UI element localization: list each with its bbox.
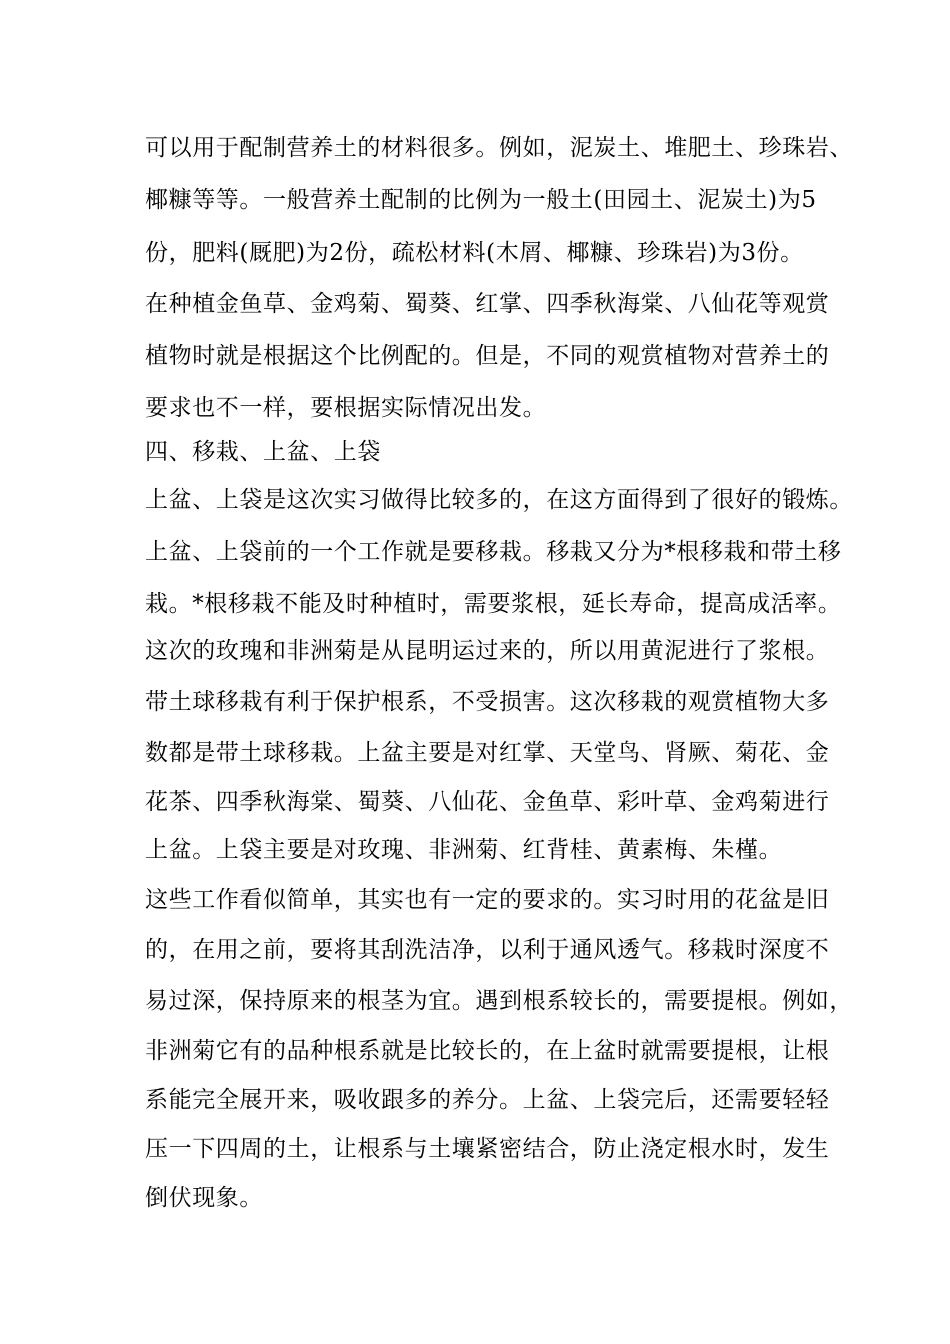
text-line: 非洲菊它有的品种根系就是比较长的，在上盆时就需要提根，让根: [145, 1038, 830, 1064]
text-line: 倒伏现象。: [145, 1185, 263, 1211]
text-line: 份，肥料(厩肥)为2份，疏松材料(木屑、椰糠、珍珠岩)为3份。: [145, 240, 804, 266]
text-line: 椰糠等等。一般营养土配制的比例为一般土(田园土、泥炭土)为5: [145, 187, 817, 213]
text-line: 可以用于配制营养土的材料很多。例如，泥炭土、堆肥土、珍珠岩、: [145, 135, 853, 161]
text-line: 易过深，保持原来的根茎为宜。遇到根系较长的，需要提根。例如，: [145, 988, 853, 1014]
text-line: 系能完全展开来，吸收跟多的养分。上盆、上袋完后，还需要轻轻: [145, 1087, 830, 1113]
text-line: 栽。*根移栽不能及时种植时，需要浆根，延长寿命，提高成活率。: [145, 591, 842, 617]
section-heading: 四、移栽、上盆、上袋: [145, 439, 381, 465]
text-line: 要求也不一样，要根据实际情况出发。: [145, 395, 547, 421]
text-line: 这次的玫瑰和非洲菊是从昆明运过来的，所以用黄泥进行了浆根。: [145, 638, 830, 664]
text-line: 压一下四周的土，让根系与土壤紧密结合，防止浇定根水时，发生: [145, 1136, 830, 1162]
text-line: 上盆、上袋是这次实习做得比较多的，在这方面得到了很好的锻炼。: [145, 487, 853, 513]
text-line: 花茶、四季秋海棠、蜀葵、八仙花、金鱼草、彩叶草、金鸡菊进行: [145, 789, 830, 815]
text-line: 数都是带土球移栽。上盆主要是对红掌、天堂鸟、肾厥、菊花、金: [145, 740, 830, 766]
text-line: 植物时就是根据这个比例配的。但是，不同的观赏植物对营养土的: [145, 343, 830, 369]
text-line: 在种植金鱼草、金鸡菊、蜀葵、红掌、四季秋海棠、八仙花等观赏: [145, 291, 830, 317]
text-line: 上盆、上袋前的一个工作就是要移栽。移栽又分为*根移栽和带土移: [145, 539, 842, 565]
text-line: 带土球移栽有利于保护根系，不受损害。这次移栽的观赏植物大多: [145, 689, 830, 715]
text-line: 这些工作看似简单，其实也有一定的要求的。实习时用的花盆是旧: [145, 887, 830, 913]
text-line: 上盆。上袋主要是对玫瑰、非洲菊、红背桂、黄素梅、朱槿。: [145, 837, 783, 863]
text-line: 的，在用之前，要将其刮洗洁净，以利于通风透气。移栽时深度不: [145, 937, 830, 963]
